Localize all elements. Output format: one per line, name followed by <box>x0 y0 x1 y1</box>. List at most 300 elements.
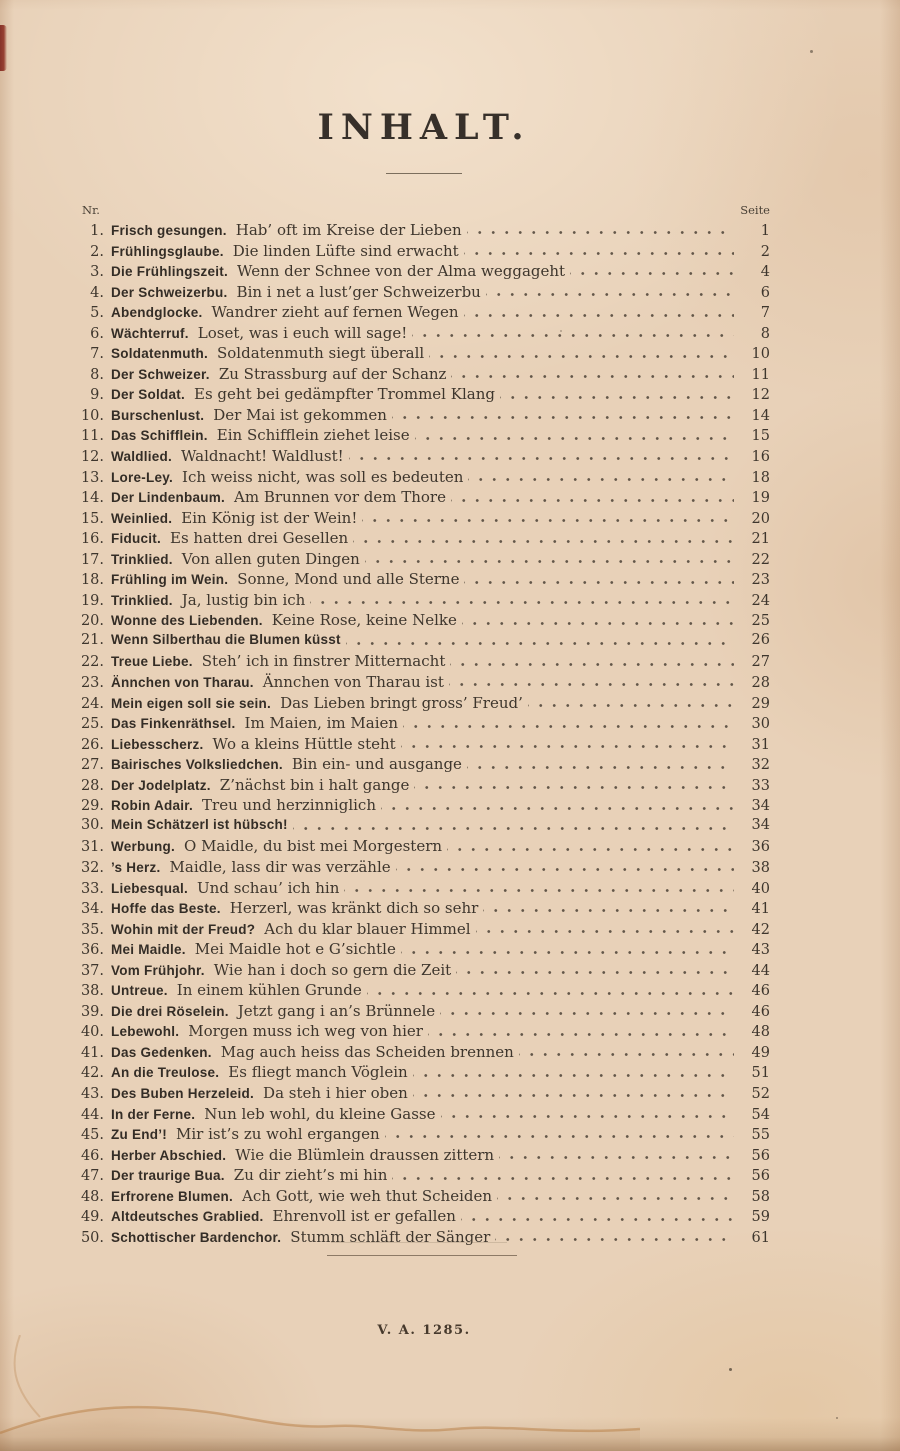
entry-title: An die Treulose. <box>111 1065 220 1081</box>
toc-entry-row <box>78 1084 770 1105</box>
entry-title: Bairisches Volksliedchen. <box>111 757 283 773</box>
entry-page-number: 31 <box>751 736 770 753</box>
dot-leader <box>414 776 734 797</box>
toc-entry-row <box>78 1063 770 1084</box>
entry-page-number: 38 <box>751 859 770 876</box>
toc-entry-row <box>78 262 770 283</box>
entry-page-number: 41 <box>751 901 770 918</box>
dot-leader <box>413 1084 734 1105</box>
entry-number: 25. <box>80 716 104 733</box>
dot-leader <box>365 550 734 571</box>
entry-first-line: Waldnacht! Waldlust! <box>181 447 344 466</box>
entry-first-line: Steh’ ich in finstrer Mitternacht <box>201 652 446 671</box>
entry-title: Werbung. <box>111 839 175 855</box>
dot-leader <box>349 447 734 468</box>
dot-leader <box>456 961 734 982</box>
toc-entry-row <box>78 961 770 982</box>
paper-speck <box>729 1368 732 1371</box>
dot-leader <box>367 981 734 1002</box>
entry-number: 7. <box>90 346 104 363</box>
paper-speck <box>836 1417 838 1419</box>
dot-leader <box>401 940 734 961</box>
entry-title: Frühlingsglaube. <box>111 243 224 259</box>
dot-leader <box>461 1207 734 1228</box>
entry-first-line: Stumm schläft der Sänger <box>290 1227 491 1246</box>
entry-number: 33. <box>80 880 104 897</box>
toc-entry-row <box>78 488 770 509</box>
entry-first-line: Am Brunnen vor dem Thore <box>234 488 446 507</box>
entry-page-number: 40 <box>751 880 770 897</box>
entry-page-number: 61 <box>751 1229 770 1246</box>
entry-first-line: Es fliegt manch Vöglein <box>228 1063 408 1082</box>
entry-title: Der Schweizerbu. <box>111 284 228 300</box>
entry-first-line: Mag auch heiss das Scheiden brennen <box>220 1042 514 1061</box>
toc-entry-row <box>78 324 770 345</box>
toc-entry-row <box>78 714 770 735</box>
entry-first-line: Mei Maidle hot e G’sichtle <box>194 940 396 959</box>
toc-entry-row <box>78 817 770 838</box>
toc-entry-row <box>78 550 770 571</box>
entry-number: 9. <box>90 387 104 404</box>
entry-number: 21. <box>80 631 104 648</box>
toc-entry-row <box>78 1002 770 1023</box>
entry-first-line: Nun leb wohl, du kleine Gasse <box>204 1104 436 1123</box>
toc-entry-row <box>78 509 770 530</box>
entry-title: Trinklied. <box>111 592 173 608</box>
entry-title: Wächterruf. <box>111 325 189 341</box>
toc-entry-row <box>78 981 770 1002</box>
entry-title: Der Jodelplatz. <box>111 777 211 793</box>
dot-leader <box>467 221 734 242</box>
entry-number: 42. <box>80 1065 104 1082</box>
entry-title: Der Soldat. <box>111 387 186 403</box>
page-title: INHALT. <box>317 107 531 148</box>
entry-number: 41. <box>80 1044 104 1061</box>
entry-number: 43. <box>80 1085 104 1102</box>
entry-title: Wohin mit der Freud? <box>111 921 256 937</box>
dot-leader <box>464 242 734 263</box>
entry-page-number: 56 <box>751 1168 770 1185</box>
dot-leader <box>500 385 734 406</box>
dot-leader <box>344 879 734 900</box>
toc-entry-row <box>78 652 770 673</box>
entry-number: 28. <box>80 777 104 794</box>
toc-entry-row <box>78 1207 770 1228</box>
entry-page-number: 18 <box>751 469 770 486</box>
dot-leader <box>519 1043 734 1064</box>
entry-title: Das Gedenken. <box>111 1044 212 1060</box>
entry-number: 6. <box>90 325 104 342</box>
entry-title: Mei Maidle. <box>111 942 186 958</box>
entry-title: Treue Liebe. <box>111 654 193 670</box>
entry-title: Herber Abschied. <box>111 1147 227 1163</box>
entry-number: 30. <box>80 816 104 833</box>
entry-title: Altdeutsches Grablied. <box>111 1209 264 1225</box>
entry-first-line: In einem kühlen Grunde <box>176 981 362 1000</box>
entry-first-line: Zu dir zieht’s mi hin <box>233 1166 388 1185</box>
dot-leader <box>396 858 734 879</box>
dot-leader <box>449 673 734 694</box>
entry-first-line: Wie die Blümlein draussen zittern <box>235 1145 495 1164</box>
dot-leader <box>486 283 734 304</box>
entry-title: Hoffe das Beste. <box>111 901 221 917</box>
entry-number: 50. <box>80 1229 104 1246</box>
entry-number: 31. <box>80 839 104 856</box>
dot-leader <box>353 529 734 550</box>
toc-entry-row <box>78 1228 770 1249</box>
entry-page-number: 36 <box>751 839 770 856</box>
entry-title: Zu End’! <box>111 1127 167 1143</box>
entry-page-number: 59 <box>751 1209 770 1226</box>
entry-number: 38. <box>80 983 104 1000</box>
entry-page-number: 11 <box>751 366 770 383</box>
entry-page-number: 26 <box>751 631 770 648</box>
entry-title: Lore-Ley. <box>111 469 174 485</box>
entry-number: 29. <box>80 798 104 815</box>
entry-number: 39. <box>80 1003 104 1020</box>
toc-list <box>78 221 770 1248</box>
entry-first-line: Treu und herzinniglich <box>202 796 376 815</box>
entry-page-number: 8 <box>760 325 770 342</box>
entry-first-line: Der Mai ist gekommen <box>213 405 387 424</box>
entry-number: 19. <box>80 592 104 609</box>
entry-title: Burschenlust. <box>111 407 205 423</box>
entry-number: 4. <box>90 284 104 301</box>
toc-entry-row <box>78 632 770 653</box>
entry-title: Trinklied. <box>111 551 173 567</box>
entry-first-line: Ich weiss nicht, was soll es bedeuten <box>182 467 464 486</box>
entry-number: 10. <box>80 407 104 424</box>
entry-title: Frisch gesungen. <box>111 223 227 238</box>
entry-number: 15. <box>80 510 104 527</box>
entry-number: 22. <box>80 654 104 671</box>
entry-number: 13. <box>80 469 104 486</box>
entry-page-number: 28 <box>751 675 770 692</box>
dot-leader <box>528 694 734 715</box>
entry-title: Vom Frühjohr. <box>111 962 205 978</box>
dot-leader <box>451 365 734 386</box>
dot-leader <box>401 735 734 756</box>
entry-number: 32. <box>80 859 104 876</box>
entry-number: 8. <box>90 366 104 383</box>
dot-leader <box>385 1125 734 1146</box>
entry-number: 34. <box>80 901 104 918</box>
entry-first-line: Es geht bei gedämpfter Trommel Klang <box>194 385 495 404</box>
footer-divider-rule <box>327 1255 517 1256</box>
dot-leader <box>467 755 734 776</box>
entry-title: Mein Schätzerl ist hübsch! <box>111 816 288 832</box>
toc-entry-row <box>78 242 770 263</box>
entry-title: Lebewohl. <box>111 1024 180 1040</box>
entry-first-line: Da steh i hier oben <box>263 1083 408 1102</box>
paper-speck <box>810 50 813 53</box>
toc-entry-row <box>78 920 770 941</box>
entry-first-line: Wie han i doch so gern die Zeit <box>213 960 452 979</box>
toc-entry-row <box>78 755 770 776</box>
dot-leader <box>346 632 734 653</box>
entry-page-number: 54 <box>751 1106 770 1123</box>
entry-number: 37. <box>80 962 104 979</box>
dot-leader <box>447 837 734 858</box>
entry-page-number: 24 <box>751 592 770 609</box>
dot-leader <box>415 426 734 447</box>
toc-entry-row <box>78 837 770 858</box>
entry-title: Erfrorene Blumen. <box>111 1188 234 1204</box>
toc-entry-row <box>78 283 770 304</box>
entry-title: Das Finkenräthsel. <box>111 716 236 732</box>
toc-entry-row <box>78 468 770 489</box>
entry-page-number: 46 <box>751 983 770 1000</box>
entry-page-number: 10 <box>751 346 770 363</box>
dot-leader <box>464 303 734 324</box>
entry-first-line: Morgen muss ich weg von hier <box>188 1022 423 1041</box>
toc-entry-row <box>78 1125 770 1146</box>
red-edge-stain <box>0 25 7 71</box>
entry-first-line: Jetzt gang i an’s Brünnele <box>237 1001 436 1020</box>
entry-page-number: 56 <box>751 1147 770 1164</box>
entry-first-line: Wo a kleins Hüttle steht <box>212 734 396 753</box>
toc-entry-row <box>78 447 770 468</box>
toc-entry-row <box>78 899 770 920</box>
entry-first-line: Ein König ist der Wein! <box>181 508 358 527</box>
entry-page-number: 33 <box>751 777 770 794</box>
entry-number: 16. <box>80 531 104 548</box>
dot-leader <box>462 611 734 632</box>
entry-number: 18. <box>80 572 104 589</box>
entry-number: 14. <box>80 490 104 507</box>
entry-page-number: 2 <box>760 243 770 260</box>
entry-first-line: Ja, lustig bin ich <box>181 590 306 609</box>
entry-page-number: 14 <box>751 407 770 424</box>
entry-page-number: 49 <box>751 1044 770 1061</box>
entry-number: 23. <box>80 675 104 692</box>
entry-title: Ännchen von Tharau. <box>111 675 254 691</box>
entry-number: 12. <box>80 449 104 466</box>
entry-number: 5. <box>90 305 104 322</box>
entry-page-number: 22 <box>751 551 770 568</box>
entry-page-number: 12 <box>751 387 770 404</box>
entry-first-line: Bin i net a lust’ger Schweizerbu <box>236 282 481 301</box>
toc-entry-row <box>78 1146 770 1167</box>
entry-number: 47. <box>80 1168 104 1185</box>
toc-entry-row <box>78 221 770 242</box>
toc-entry-row <box>78 1166 770 1187</box>
entry-first-line: Wenn der Schnee von der Alma weggageht <box>237 262 566 281</box>
dot-leader <box>499 1146 734 1167</box>
entry-number: 36. <box>80 942 104 959</box>
entry-first-line: Keine Rose, keine Nelke <box>271 611 457 630</box>
dot-leader <box>450 652 734 673</box>
entry-first-line: Hab’ oft im Kreise der Lieben <box>235 221 462 239</box>
entry-first-line: Es hatten drei Gesellen <box>170 529 349 548</box>
entry-title: In der Ferne. <box>111 1106 196 1122</box>
toc-entry-row <box>78 611 770 632</box>
entry-page-number: 51 <box>751 1065 770 1082</box>
dot-leader <box>441 1105 735 1126</box>
entry-first-line: Zu Strassburg auf der Schanz <box>218 364 447 383</box>
dot-leader <box>497 1187 734 1208</box>
entry-page-number: 42 <box>751 921 770 938</box>
entry-number: 17. <box>80 551 104 568</box>
toc-entry-row <box>78 776 770 797</box>
page-column-header: Seite <box>740 203 770 217</box>
toc-entry-row <box>78 406 770 427</box>
toc-entry-row <box>78 1187 770 1208</box>
entry-first-line: O Maidle, du bist mei Morgestern <box>184 837 443 856</box>
entry-title: ’s Herz. <box>111 859 161 875</box>
entry-page-number: 6 <box>760 284 770 301</box>
entry-number: 49. <box>80 1209 104 1226</box>
entry-first-line: Soldatenmuth siegt überall <box>217 344 425 363</box>
entry-title: Die drei Röselein. <box>111 1003 229 1019</box>
toc-entry-row <box>78 365 770 386</box>
entry-page-number: 25 <box>751 613 770 630</box>
entry-number: 3. <box>90 264 104 281</box>
entry-first-line: Wandrer zieht auf fernen Wegen <box>211 303 459 322</box>
entry-first-line: Ännchen von Tharau ist <box>262 673 444 692</box>
entry-first-line: Ach du klar blauer Himmel <box>264 919 471 938</box>
toc-entry-row <box>78 1043 770 1064</box>
entry-page-number: 55 <box>751 1127 770 1144</box>
entry-page-number: 15 <box>751 428 770 445</box>
dot-leader <box>570 262 734 283</box>
toc-entry-row <box>78 344 770 365</box>
toc-entry-row <box>78 529 770 550</box>
entry-title: Liebesqual. <box>111 880 189 896</box>
entry-page-number: 27 <box>751 654 770 671</box>
entry-number: 26. <box>80 736 104 753</box>
water-stain-tideline <box>0 1335 640 1451</box>
entry-first-line: Das Lieben bringt gross’ Freud’ <box>280 693 523 712</box>
entry-title: Des Buben Herzeleid. <box>111 1085 255 1101</box>
column-headers <box>78 203 770 219</box>
entry-first-line: Maidle, lass dir was verzähle <box>169 857 391 876</box>
entry-page-number: 7 <box>760 305 770 322</box>
entry-page-number: 32 <box>751 757 770 774</box>
toc-entry-row <box>78 385 770 406</box>
entry-first-line: Im Maien, im Maien <box>244 714 399 733</box>
entry-first-line: Sonne, Mond und alle Sterne <box>237 570 460 589</box>
entry-page-number: 43 <box>751 942 770 959</box>
entry-page-number: 34 <box>751 798 770 815</box>
dot-leader <box>381 796 734 817</box>
entry-title: Untreue. <box>111 983 168 999</box>
toc-entry-row <box>78 735 770 756</box>
dot-leader <box>464 570 734 591</box>
entry-first-line: Von allen guten Dingen <box>181 549 360 568</box>
toc-entry-row <box>78 940 770 961</box>
toc-entry-row <box>78 796 770 817</box>
entry-page-number: 46 <box>751 1003 770 1020</box>
entry-page-number: 20 <box>751 510 770 527</box>
entry-number: 48. <box>80 1188 104 1205</box>
dot-leader <box>468 468 734 489</box>
entry-title: Schottischer Bardenchor. <box>111 1229 282 1245</box>
toc-entry-row <box>78 694 770 715</box>
entry-page-number: 21 <box>751 531 770 548</box>
dot-leader <box>451 488 734 509</box>
show-through-rule <box>331 1242 507 1243</box>
dot-leader <box>429 344 734 365</box>
toc-entry-row <box>78 303 770 324</box>
entry-page-number: 44 <box>751 962 770 979</box>
entry-number: 24. <box>80 695 104 712</box>
toc-entry-row <box>78 426 770 447</box>
toc-entry-row <box>78 879 770 900</box>
title-divider-rule <box>386 173 462 174</box>
dot-leader <box>476 920 734 941</box>
entry-number: 1. <box>90 223 104 239</box>
entry-number: 46. <box>80 1147 104 1164</box>
toc-entry-row <box>78 591 770 612</box>
dot-leader <box>392 1166 734 1187</box>
entry-title: Wenn Silberthau die Blumen küsst <box>111 631 341 647</box>
dot-leader <box>440 1002 734 1023</box>
entry-number: 11. <box>80 428 104 445</box>
dot-leader <box>428 1022 734 1043</box>
entry-page-number: 34 <box>751 816 770 833</box>
entry-first-line: Mir ist’s zu wohl ergangen <box>176 1125 380 1144</box>
entry-title: Abendglocke. <box>111 305 203 321</box>
toc-entry-row <box>78 570 770 591</box>
entry-page-number: 23 <box>751 572 770 589</box>
dot-leader <box>495 1228 734 1249</box>
entry-page-number: 29 <box>751 695 770 712</box>
entry-number: 27. <box>80 757 104 774</box>
entry-number: 35. <box>80 921 104 938</box>
entry-number: 20. <box>80 613 104 630</box>
entry-first-line: Und schau’ ich hin <box>197 878 340 897</box>
dot-leader <box>403 714 734 735</box>
entry-title: Frühling im Wein. <box>111 572 229 588</box>
entry-page-number: 4 <box>760 264 770 281</box>
toc-entry-row <box>78 858 770 879</box>
toc-entry-row <box>78 673 770 694</box>
entry-first-line: Ein Schifflein ziehet leise <box>216 426 410 445</box>
dot-leader <box>412 324 734 345</box>
dot-leader <box>392 406 734 427</box>
entry-first-line: Loset, was i euch will sage! <box>197 323 408 342</box>
entry-title: Weinlied. <box>111 510 173 526</box>
entry-title: Waldlied. <box>111 449 173 465</box>
entry-page-number: 48 <box>751 1024 770 1041</box>
entry-first-line: Die linden Lüfte sind erwacht <box>232 241 459 260</box>
toc-entry-row <box>78 1022 770 1043</box>
entry-first-line: Bin ein- und ausgange <box>291 755 462 774</box>
number-column-header: Nr. <box>82 203 100 217</box>
entry-page-number: 52 <box>751 1085 770 1102</box>
dot-leader <box>293 817 734 838</box>
entry-page-number: 16 <box>751 449 770 466</box>
entry-page-number: 19 <box>751 490 770 507</box>
plate-number: V. A. 1285. <box>377 1323 471 1338</box>
dot-leader <box>362 509 734 530</box>
entry-number: 2. <box>90 243 104 260</box>
entry-title: Liebesscherz. <box>111 736 204 752</box>
entry-title: Soldatenmuth. <box>111 346 208 362</box>
entry-title: Wonne des Liebenden. <box>111 613 263 629</box>
entry-page-number: 1 <box>760 223 770 239</box>
entry-title: Die Frühlingszeit. <box>111 264 229 280</box>
dot-leader <box>483 899 734 920</box>
entry-first-line: Ach Gott, wie weh thut Scheiden <box>242 1186 493 1205</box>
entry-title: Fiducit. <box>111 531 161 547</box>
entry-first-line: Herzerl, was kränkt dich so sehr <box>229 899 479 918</box>
dot-leader <box>413 1063 734 1084</box>
entry-number: 44. <box>80 1106 104 1123</box>
entry-number: 40. <box>80 1024 104 1041</box>
toc-entry-row <box>78 1105 770 1126</box>
